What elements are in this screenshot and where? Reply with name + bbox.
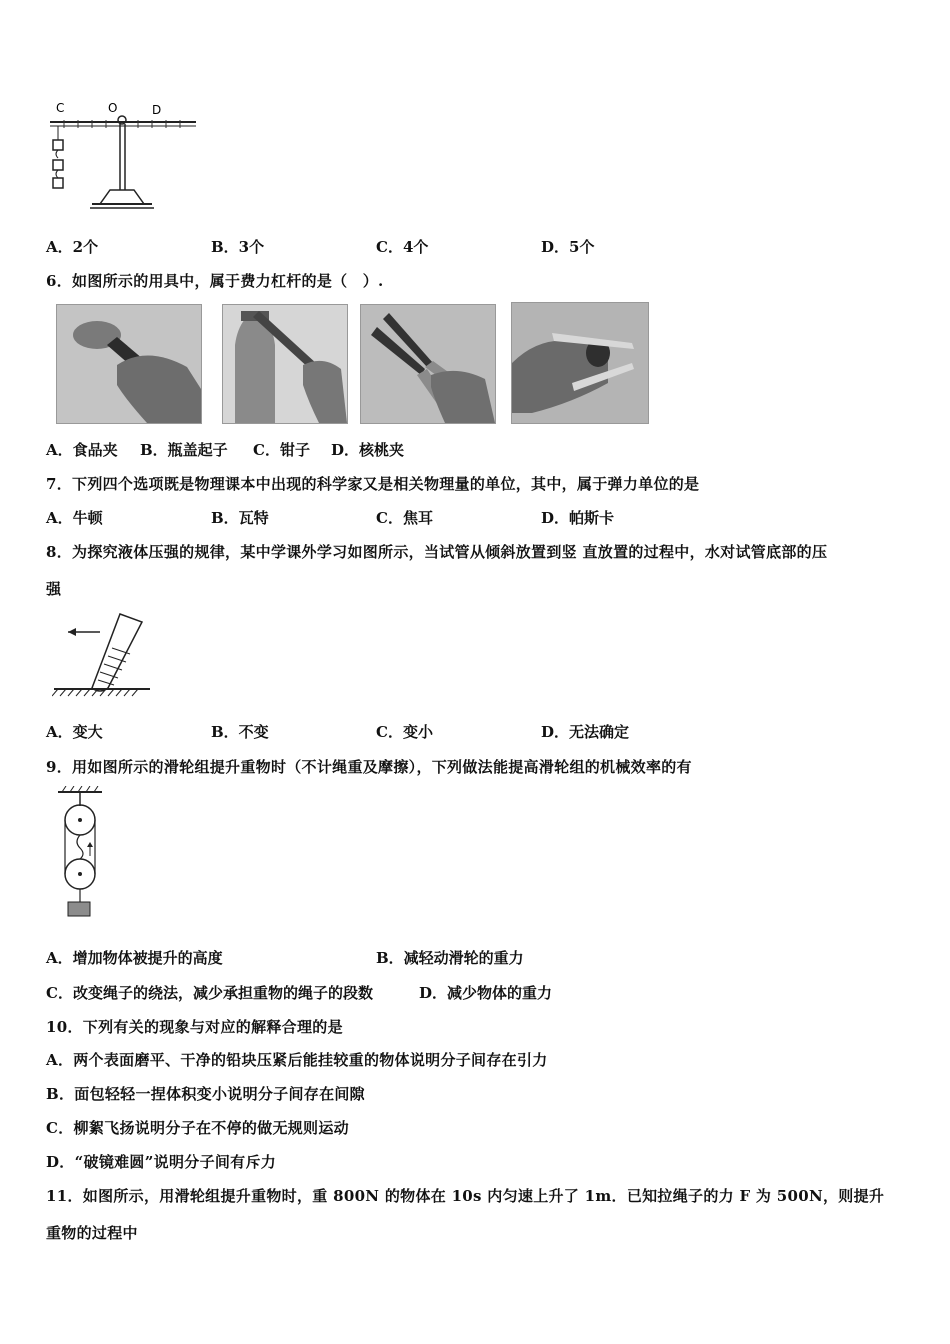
q8-option-b: B．不变: [211, 723, 269, 741]
lever-label-o: O: [108, 101, 118, 115]
q6-stem: 6．如图所示的用具中，属于费力杠杆的是（ ）.: [46, 272, 384, 290]
lever-label-d: D: [152, 103, 162, 117]
q8-option-d: D．无法确定: [541, 723, 630, 741]
food-tongs-photo: [56, 304, 202, 424]
q10-option-c: C．柳絮飞扬说明分子在不停的做无规则运动: [46, 1119, 349, 1137]
q5-option-b: B．3个: [211, 238, 265, 256]
nutcracker-photo: [511, 302, 649, 424]
q11-stem-line2: 重物的过程中: [46, 1224, 138, 1242]
lever-label-c: C: [56, 101, 65, 115]
q9-option-c: C．改变绳子的绕法，减少承担重物的绳子的段数: [46, 984, 373, 1002]
q6-option-d: D．核桃夹: [331, 441, 405, 459]
q7-option-d: D．帕斯卡: [541, 509, 615, 527]
q10-option-d: D．“破镜难圆”说明分子间有斥力: [46, 1153, 277, 1171]
q8-option-c: C．变小: [376, 723, 433, 741]
q9-stem: 9．用如图所示的滑轮组提升重物时（不计绳重及摩擦），下列做法能提高滑轮组的机械效率的有: [46, 758, 692, 776]
q11-stem-line1: 11．如图所示，用滑轮组提升重物时，重 800N 的物体在 10s 内匀速上升了 1m．已知拉绳子的力 F 为 500N，则提升: [46, 1187, 885, 1205]
q5-option-c: C．4个: [376, 238, 429, 256]
q7-option-b: B．瓦特: [211, 509, 269, 527]
q8-stem-line2: 强: [46, 580, 62, 598]
q7-option-a: A．牛顿: [46, 509, 103, 527]
q9-option-a: A．增加物体被提升的高度: [46, 949, 223, 967]
q10-option-b: B．面包轻轻一捏体积变小说明分子间存在间隙: [46, 1085, 365, 1103]
q10-option-a: A．两个表面磨平、干净的铅块压紧后能挂较重的物体说明分子间存在引力: [46, 1051, 548, 1069]
q8-option-a: A．变大: [46, 723, 103, 741]
lever-figure: [44, 98, 204, 218]
q7-option-c: C．焦耳: [376, 509, 433, 527]
q7-stem: 7．下列四个选项既是物理课本中出现的科学家又是相关物理量的单位，其中，属于弹力单位的是: [46, 475, 700, 493]
q9-option-d: D．减少物体的重力: [419, 984, 553, 1002]
q9-option-b: B．减轻动滑轮的重力: [376, 949, 524, 967]
q5-option-a: A．2个: [46, 238, 99, 256]
bottle-opener-photo: [222, 304, 348, 424]
q10-stem: 10．下列有关的现象与对应的解释合理的是: [46, 1018, 343, 1036]
pliers-photo: [360, 304, 496, 424]
q8-stem-line1: 8．为探究液体压强的规律，某中学课外学习如图所示，当试管从倾斜放置到竖 直放置的过程中，水对试管底部的压: [46, 543, 828, 561]
q6-option-b: B．瓶盖起子: [140, 441, 228, 459]
q6-option-a: A．食品夹: [46, 441, 118, 459]
pulley-figure: [54, 786, 106, 920]
q5-option-d: D．5个: [541, 238, 595, 256]
test-tube-figure: [52, 612, 152, 698]
q6-option-c: C．钳子: [253, 441, 310, 459]
